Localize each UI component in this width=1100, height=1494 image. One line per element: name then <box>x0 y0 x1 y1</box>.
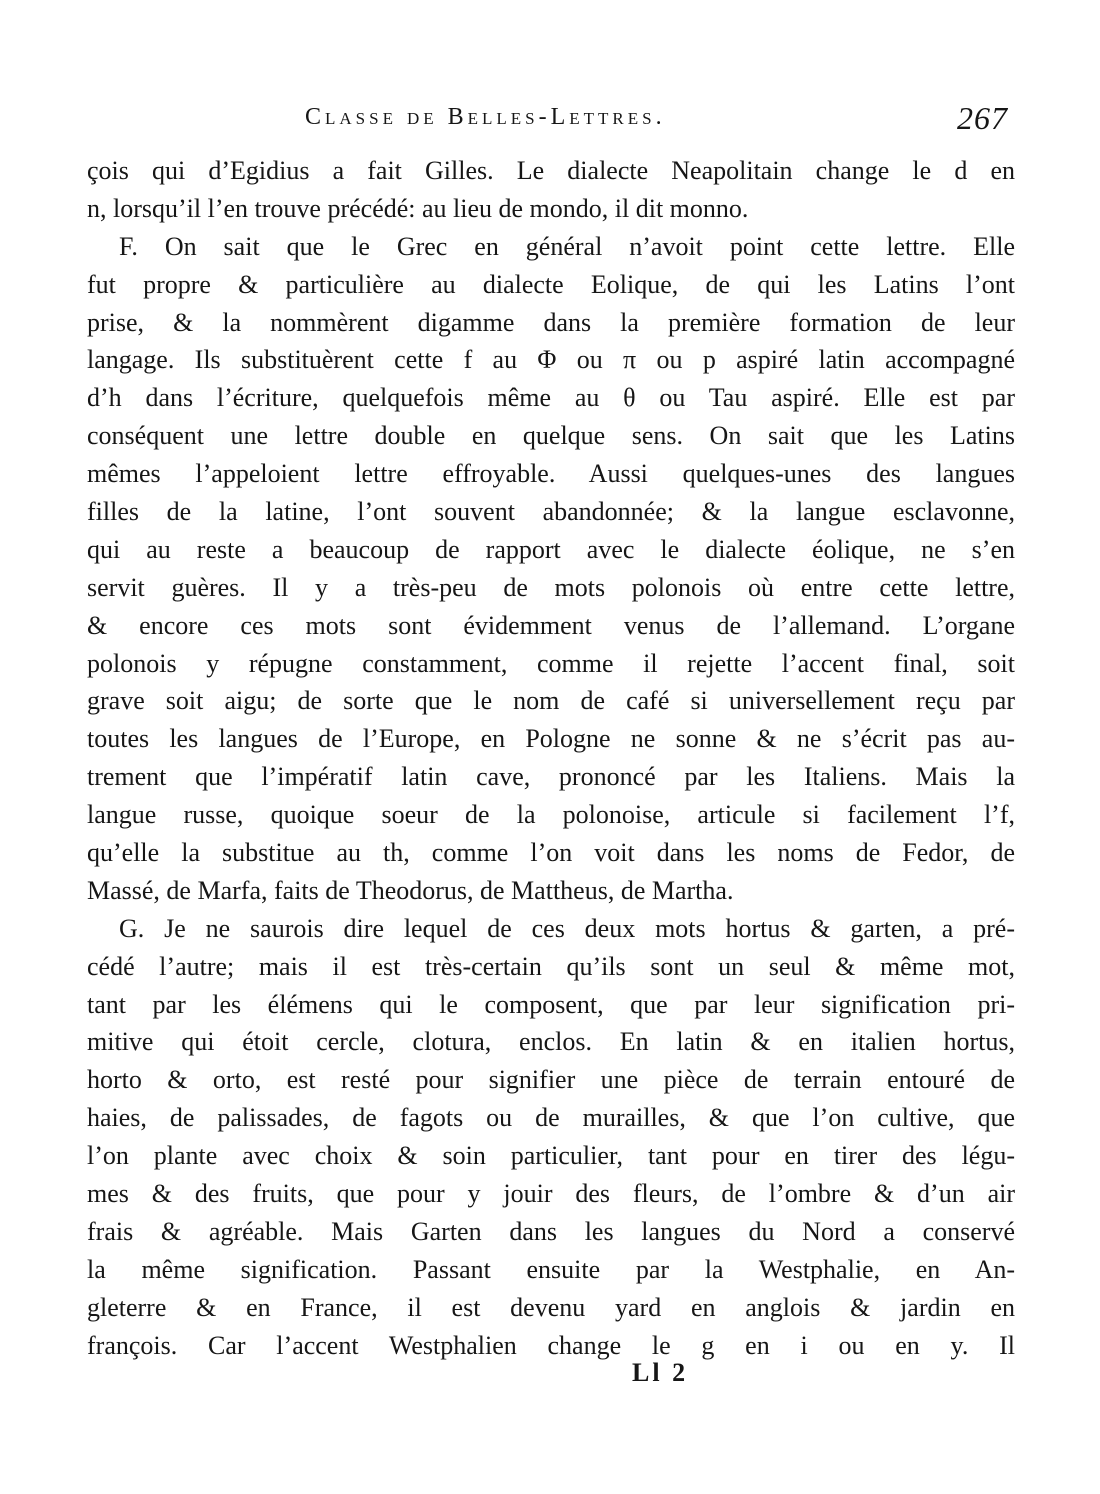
text-line: langage. Ils substituèrent cette f au Φ ou π ou p aspiré latin accompagné <box>87 345 1015 375</box>
text-line: françois. Car l’accent Westphalien change le g en i ou en y. Il <box>87 1330 1015 1360</box>
page-header <box>0 100 1100 144</box>
text-line: servit guères. Il y a très-peu de mots polonois où entre cette lettre, <box>87 572 1015 602</box>
text-line: polonois y répugne constamment, comme il rejette l’accent final, soit <box>87 648 1015 678</box>
text-line: toutes les langues de l’Europe, en Pologne ne sonne & ne s’écrit pas au- <box>87 724 1015 754</box>
text-line: langue russe, quoique soeur de la polonoise, articule si facilement l’f, <box>87 800 1015 830</box>
text-line: qu’elle la substitue au th, comme l’on voit dans les noms de Fedor, de <box>87 838 1015 868</box>
text-line: Massé, de Marfa, faits de Theodorus, de Mattheus, de Martha. <box>87 875 734 905</box>
text-line: & encore ces mots sont évidemment venus de l’allemand. L’organe <box>87 610 1015 640</box>
text-line: conséquent une lettre double en quelque sens. On sait que les Latins <box>87 421 1015 451</box>
text-line: grave soit aigu; de sorte que le nom de café si universellement reçu par <box>87 686 1015 716</box>
text-line: G. Je ne saurois dire lequel de ces deux mots hortus & garten, a pré- <box>119 913 1015 943</box>
text-line: horto & orto, est resté pour signifier une pièce de terrain entouré de <box>87 1065 1015 1095</box>
text-line: cédé l’autre; mais il est très-certain qu’ils sont un seul & même mot, <box>87 951 1015 981</box>
text-line: çois qui d’Egidius a fait Gilles. Le dialecte Neapolitain change le d en <box>87 156 1015 185</box>
text-line: mitive qui étoit cercle, clotura, enclos. En latin & en italien hortus, <box>87 1027 1015 1057</box>
text-line: F. On sait que le Grec en général n’avoit point cette lettre. Elle <box>119 231 1015 261</box>
text-line: prise, & la nommèrent digamme dans la première formation de leur <box>87 307 1015 337</box>
text-line: mêmes l’appeloient lettre effroyable. Aussi quelques-unes des langues <box>87 459 1015 489</box>
text-line: mes & des fruits, que pour y jouir des fleurs, de l’ombre & d’un air <box>87 1179 1015 1209</box>
text-line: l’on plante avec choix & soin particulier, tant pour en tirer des légu- <box>87 1141 1015 1171</box>
text-line: n, lorsqu’il l’en trouve précédé: au lieu de mondo, il dit monno. <box>87 193 749 223</box>
running-head: Classe de Belles-Lettres. <box>305 104 666 130</box>
page-number: 267 <box>957 100 1008 136</box>
signature-mark: Ll 2 <box>632 1358 689 1387</box>
text-line: la même signification. Passant ensuite par la Westphalie, en An- <box>87 1254 1015 1284</box>
text-line: d’h dans l’écriture, quelquefois même au θ ou Tau aspiré. Elle est par <box>87 383 1015 413</box>
text-line: gleterre & en France, il est devenu yard en anglois & jardin en <box>87 1292 1015 1322</box>
text-line: frais & agréable. Mais Garten dans les langues du Nord a conservé <box>87 1216 1015 1246</box>
body-text <box>87 152 1015 1365</box>
text-line: filles de la latine, l’ont souvent abandonnée; & la langue esclavonne, <box>87 497 1015 527</box>
text-line: trement que l’impératif latin cave, prononcé par les Italiens. Mais la <box>87 762 1015 792</box>
text-line: qui au reste a beaucoup de rapport avec le dialecte éolique, ne s’en <box>87 534 1015 564</box>
text-line: fut propre & particulière au dialecte Eolique, de qui les Latins l’ont <box>87 269 1015 299</box>
text-line: haies, de palissades, de fagots ou de murailles, & que l’on cultive, que <box>87 1103 1015 1133</box>
text-line: tant par les élémens qui le composent, que par leur signification pri- <box>87 989 1015 1019</box>
